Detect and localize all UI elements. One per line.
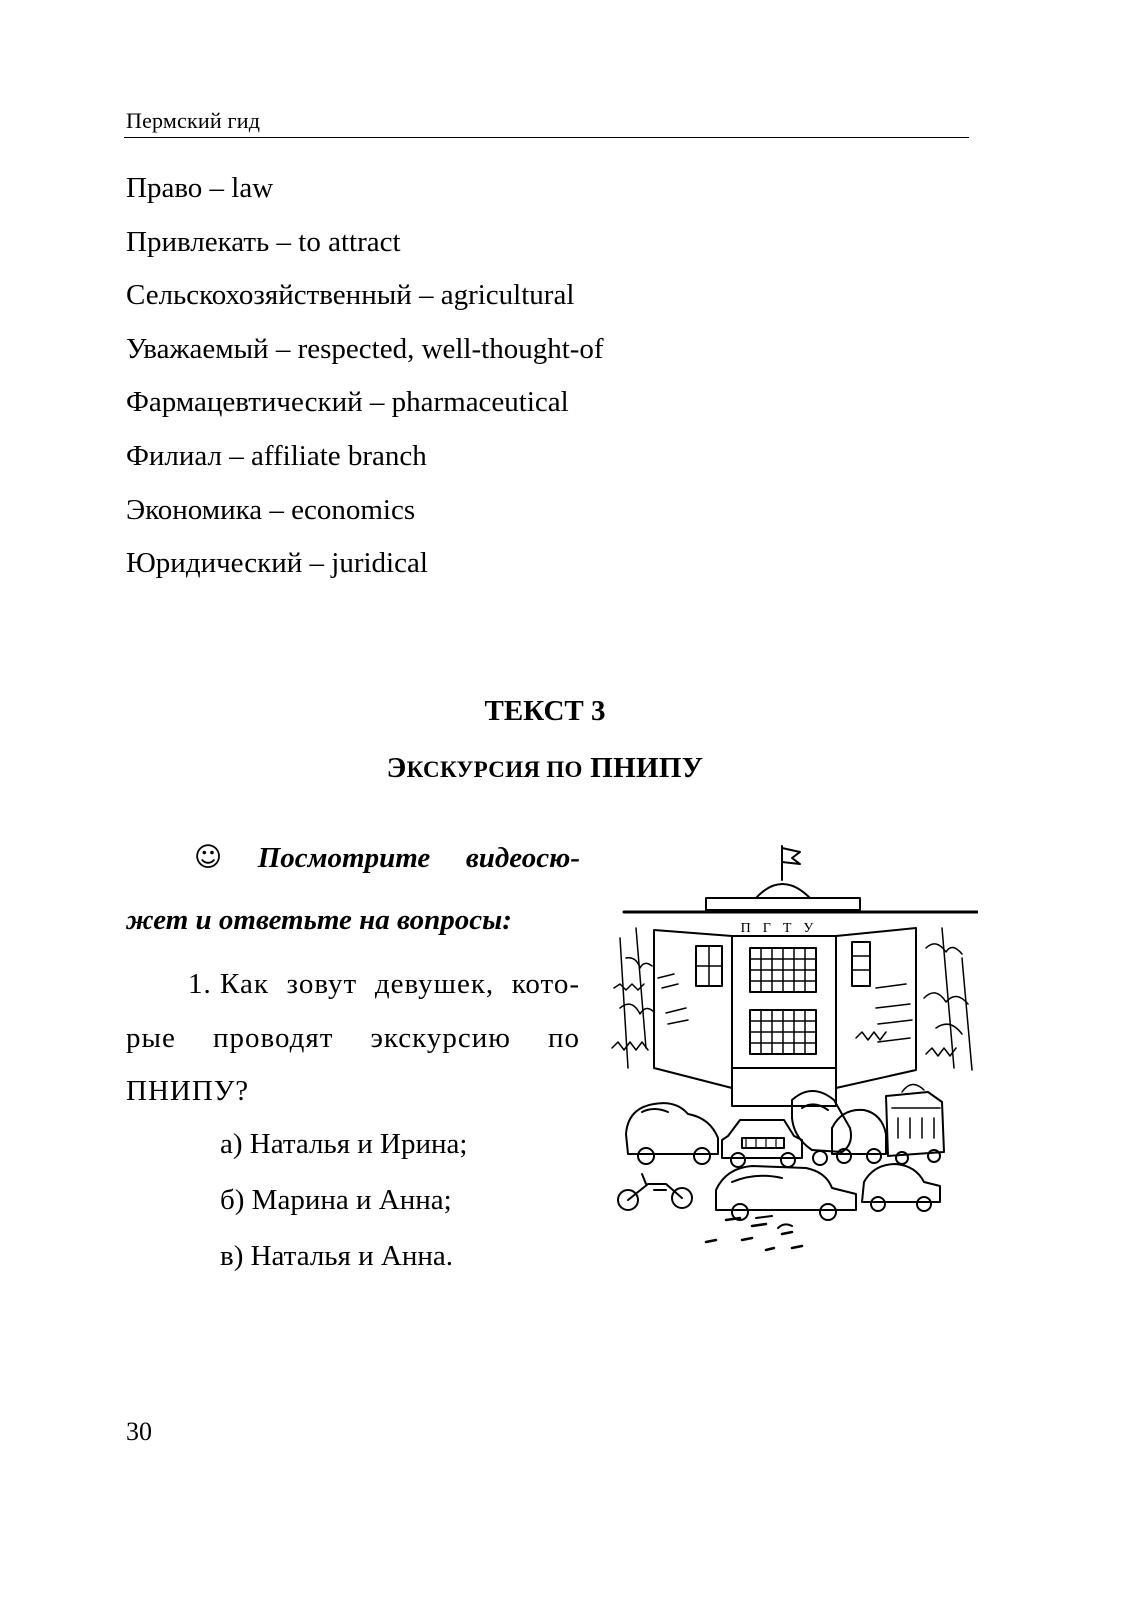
car-icon — [862, 1164, 940, 1211]
section-title-rest: ПНИПУ — [590, 752, 704, 784]
smiley-icon: ☺ — [194, 842, 223, 873]
glossary-entry: Юридический – juridical — [126, 547, 428, 580]
section-number: ТЕКСТ 3 — [484, 695, 606, 727]
glossary-entry: Уважаемый – respected, well-thought-of — [126, 332, 604, 365]
task-instruction — [126, 836, 580, 960]
facade-lettering: ПГТУ — [740, 921, 826, 936]
header-rule — [124, 137, 969, 138]
question-word: рые — [126, 1021, 176, 1054]
section-title-initial: Э — [386, 752, 407, 784]
car-icon — [626, 1103, 718, 1164]
page-number: 30 — [126, 1417, 152, 1446]
glossary-entry: Сельскохозяйственный – agricultural — [126, 279, 575, 312]
glossary-entry: Право – law — [126, 172, 274, 204]
bus-icon — [886, 1084, 944, 1164]
answer-options — [220, 1124, 467, 1292]
question-word: ПНИПУ? — [126, 1075, 250, 1107]
car-icon — [722, 1120, 802, 1167]
car-icon — [716, 1166, 856, 1220]
university-building-illustration — [606, 838, 978, 1258]
question-1 — [126, 964, 580, 1125]
motorcycle-icon — [618, 1174, 692, 1210]
task-word: видеосю- — [465, 842, 580, 874]
question-word: проводят — [212, 1021, 334, 1054]
glossary-list — [126, 168, 604, 597]
glossary-entry: Экономика – economics — [126, 493, 416, 526]
flag-icon — [782, 846, 800, 880]
answer-option: в) Наталья и Анна. — [220, 1240, 453, 1272]
section-title — [0, 752, 1090, 785]
car-icon — [832, 1110, 886, 1163]
glossary-entry: Филиал – affiliate branch — [126, 439, 427, 472]
question-word: экскурсию — [370, 1021, 511, 1054]
question-word: 1. Как — [188, 968, 269, 1000]
section-title-small-caps: КСКУРСИЯ ПО — [406, 757, 583, 782]
question-word: девушек, — [374, 968, 495, 1000]
task-line: жет и ответьте на вопросы: — [126, 904, 512, 936]
question-word: по — [547, 1021, 580, 1054]
question-word: кото- — [511, 968, 580, 1000]
answer-option: б) Марина и Анна; — [220, 1184, 452, 1216]
running-header: Пермский гид — [126, 108, 261, 133]
task-word: Посмотрите — [257, 842, 431, 874]
glossary-entry: Фармацевтический – pharmaceutical — [126, 386, 569, 419]
question-word: зовут — [286, 968, 358, 1000]
glossary-entry: Привлекать – to attract — [126, 225, 401, 258]
answer-option: а) Наталья и Ирина; — [220, 1128, 468, 1160]
